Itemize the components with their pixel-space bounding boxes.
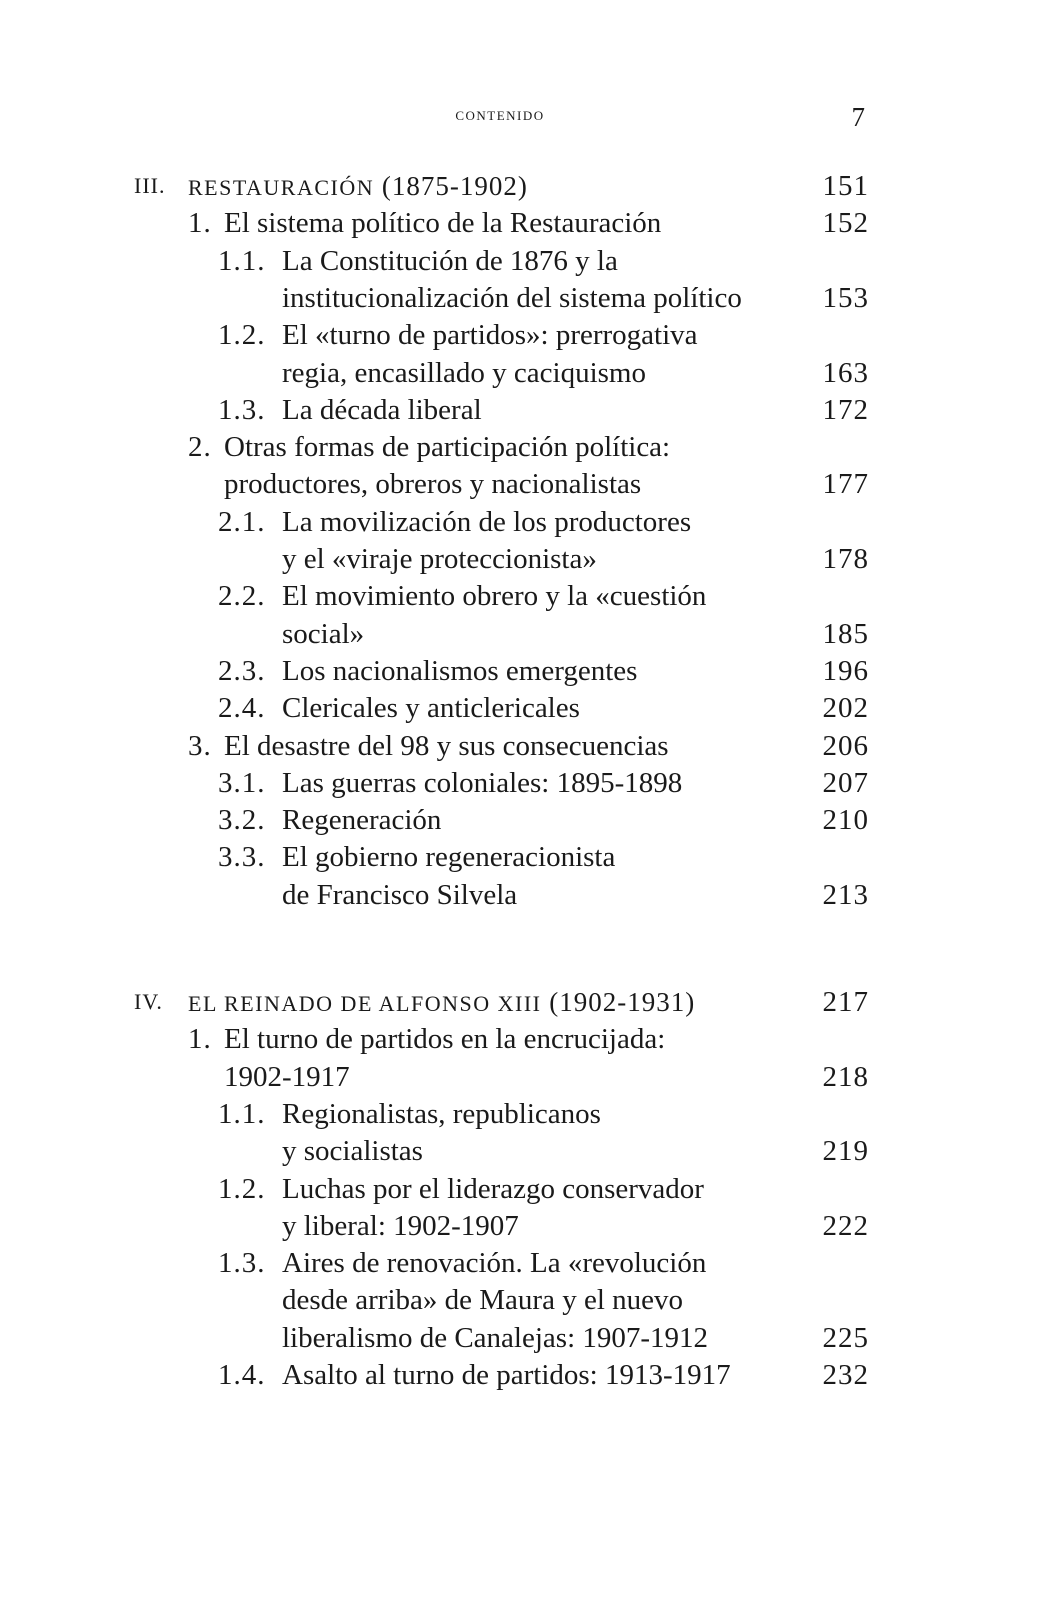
entry-title-line: La movilización de los productores — [282, 505, 692, 538]
entry-number: 1. — [188, 207, 212, 240]
entry-title-line: El movimiento obrero y la «cuestión — [282, 580, 707, 613]
folio-page-number: 7 — [851, 102, 865, 132]
entry-page-number: 172 — [822, 393, 869, 426]
entry-title-line: regia, encasillado y caciquismo — [282, 356, 646, 389]
entry-title-line: y socialistas — [282, 1135, 423, 1168]
part-number: III. — [134, 173, 166, 198]
entry-page-number: 177 — [822, 468, 869, 501]
entry-number: 3.2. — [218, 804, 266, 837]
entry-title-line: liberalismo de Canalejas: 1907-1912 — [282, 1321, 709, 1354]
entry-title-line: El turno de partidos en la encrucijada: — [224, 1023, 666, 1056]
entry-number: 1.3. — [218, 393, 266, 426]
entry-page-number: 213 — [822, 878, 869, 911]
part-page-number: 217 — [822, 986, 869, 1018]
entry-page-number: 219 — [822, 1135, 869, 1168]
entry-page-number: 222 — [822, 1209, 869, 1242]
part-number: IV. — [134, 989, 163, 1014]
entry-number: 3.3. — [218, 841, 266, 874]
entry-number: 1.2. — [218, 319, 266, 352]
entry-page-number: 232 — [822, 1359, 869, 1391]
entry-title-line: El desastre del 98 y sus consecuencias — [224, 729, 669, 762]
entry-title-line: Luchas por el liderazgo conservador — [282, 1172, 704, 1205]
entry-title-line: Regionalistas, republicanos — [282, 1097, 601, 1130]
entry-page-number: 163 — [822, 356, 869, 389]
entry-page-number: 196 — [822, 654, 869, 687]
running-title: contenido — [455, 104, 545, 125]
entry-title-line: productores, obreros y nacionalistas — [224, 468, 642, 501]
entry-page-number: 218 — [822, 1060, 869, 1093]
entry-number: 2.4. — [218, 692, 266, 725]
entry-number: 2.1. — [218, 505, 266, 538]
entry-title-line: Regeneración — [282, 804, 442, 837]
entry-number: 1.3. — [218, 1247, 266, 1280]
entry-title-line: El «turno de partidos»: prerrogativa — [282, 319, 698, 352]
part-title — [188, 168, 528, 206]
part-title-text: EL REINADO DE ALFONSO XIII — [188, 991, 542, 1016]
part-title — [188, 984, 695, 1022]
entry-number: 2.3. — [218, 654, 266, 687]
entry-title-line: social» — [282, 617, 365, 650]
entry-page-number: 202 — [822, 692, 869, 725]
entry-title-line: de Francisco Silvela — [282, 878, 518, 911]
entry-title-line: desde arriba» de Maura y el nuevo — [282, 1284, 684, 1317]
entry-title-line: La década liberal — [282, 393, 482, 426]
entry-number: 1.4. — [218, 1359, 266, 1391]
entry-page-number: 225 — [822, 1321, 869, 1354]
entry-title-line: Las guerras coloniales: 1895-1898 — [282, 766, 683, 799]
entry-title-line: Aires de renovación. La «revolución — [282, 1247, 707, 1280]
entry-title-line: y liberal: 1902-1907 — [282, 1209, 519, 1242]
entry-page-number: 210 — [822, 804, 869, 837]
part-title-text: RESTAURACIÓN — [188, 175, 375, 200]
entry-page-number: 207 — [822, 766, 869, 799]
entry-number: 2. — [188, 431, 212, 464]
entry-page-number: 185 — [822, 617, 869, 650]
entry-page-number: 152 — [822, 207, 869, 240]
entry-title-line: institucionalización del sistema político — [282, 281, 742, 314]
entry-page-number: 178 — [822, 543, 869, 575]
entry-number: 2.2. — [218, 580, 266, 613]
entry-title-line: Asalto al turno de partidos: 1913-1917 — [282, 1359, 731, 1391]
running-head — [0, 104, 1045, 134]
entry-number: 3. — [188, 729, 212, 762]
entry-title-line: y el «viraje proteccionista» — [282, 543, 597, 575]
entry-number: 1. — [188, 1023, 212, 1056]
entry-title-line: 1902-1917 — [224, 1060, 350, 1093]
entry-number: 1.1. — [218, 244, 266, 277]
entry-number: 1.2. — [218, 1172, 266, 1205]
entry-title-line: La Constitución de 1876 y la — [282, 244, 618, 277]
entry-title-line: El gobierno regeneracionista — [282, 841, 616, 874]
entry-number: 3.1. — [218, 766, 266, 799]
entry-title-line: Clericales y anticlericales — [282, 692, 580, 725]
entry-page-number: 206 — [822, 729, 869, 762]
part-years: (1902-1931) — [541, 987, 696, 1017]
entry-number: 1.1. — [218, 1097, 266, 1130]
entry-title-line: Los nacionalismos emergentes — [282, 654, 638, 687]
entry-title-line: El sistema político de la Restauración — [224, 207, 662, 240]
entry-title-line: Otras formas de participación política: — [224, 431, 671, 464]
entry-page-number: 153 — [822, 281, 869, 314]
part-page-number: 151 — [822, 170, 869, 202]
part-years: (1875-1902) — [374, 171, 528, 201]
